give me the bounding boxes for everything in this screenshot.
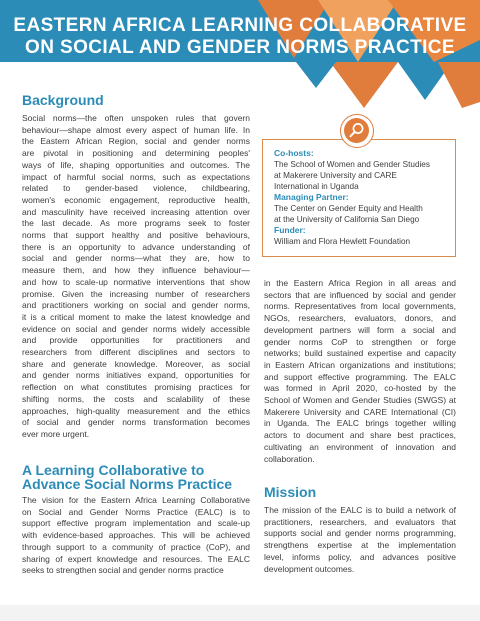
box-text-line: The Center on Gender Equity and Health: [274, 204, 423, 213]
text-line: School of Women and Gender Studies (SWGS) at: [264, 395, 456, 406]
text-line: in Eastern African organizations and institutions;: [264, 359, 456, 370]
text-line: impact of harmful social norms, such as expectations: [22, 171, 250, 182]
magnifier-badge: [340, 114, 374, 148]
text-line: researchers from different disciplines and sectors to: [22, 347, 250, 358]
text-line: and support effective programming. The EALC: [264, 371, 456, 382]
blue-triangle-small: [296, 62, 336, 88]
text-line: it is a critical moment to make the latest knowledge and: [22, 311, 250, 322]
page-title-line1: EASTERN AFRICA LEARNING COLLABORATIVE: [13, 15, 467, 36]
text-line: norms. Representatives from local governments,: [264, 301, 456, 312]
funder-text: [274, 236, 445, 247]
mission-heading: Mission: [264, 484, 317, 500]
text-line: strengthens expertise at the implementation: [264, 540, 456, 551]
text-line: sharing of expert knowledge and resources. The EALC: [22, 553, 250, 564]
text-line: are pivotal in positioning and determining peoples': [22, 148, 250, 159]
collaborative-heading-line2: Advance Social Norms Practice: [22, 476, 233, 492]
text-line: and provide opportunities for practitioners and: [22, 335, 250, 346]
text-line: and masculinity have received increasing attention over: [22, 206, 250, 217]
text-line: Social norms—the often unspoken rules that govern: [22, 113, 250, 123]
text-line: was formed in April 2020, co-hosted by the: [264, 383, 456, 394]
text-line: The vision for the Eastern Africa Learning Collaborative: [22, 495, 250, 505]
collaborative-heading-line1: A Learning Collaborative to: [22, 462, 205, 478]
text-line: norms that support healthy and positive behaviours,: [22, 230, 250, 241]
text-line: gender norms CoP to strengthen or forge: [264, 336, 456, 347]
box-text-line: at the University of California San Diego: [274, 215, 420, 224]
page-title-line2: ON SOCIAL AND GENDER NORMS PRACTICE: [25, 37, 455, 58]
text-line: the Eastern African Region, social and gender norms: [22, 136, 250, 147]
text-line: seeks to strengthen social and gender norms practice: [22, 565, 224, 576]
text-line: sectors that are influenced by social and gender: [264, 289, 456, 300]
partners-box: [262, 139, 456, 257]
text-line: promise. Given the increasing number of researchers: [22, 288, 250, 299]
text-line: actors to document and share best practices,: [264, 430, 456, 441]
text-line: practitioners, researchers, and evaluators that: [264, 516, 456, 527]
text-line: on Social and Gender Norms Practice (EALC) is to: [22, 506, 250, 517]
background-paragraph: [22, 113, 250, 441]
text-line: approaches, high-quality measurement and the ethics: [22, 405, 250, 416]
text-line: collaboration.: [264, 453, 315, 464]
text-line: with evidence-based approaches. This will be achieved: [22, 530, 250, 541]
box-text-line: International in Uganda: [274, 182, 359, 191]
magnifier-icon: [348, 121, 366, 139]
text-line: behaviour—shape almost every aspect of human life. In: [22, 124, 250, 135]
text-line: related to gender-based violence, childbearing,: [22, 183, 250, 194]
text-line: NGOs, researchers, evaluators, donors, and: [264, 313, 456, 324]
managing-partner-text: [274, 203, 445, 225]
text-line: through support to a community of practice (CoP), and: [22, 541, 250, 552]
collaborative-continued-paragraph: [264, 278, 456, 465]
text-line: measure them, and how they influence behaviour—: [22, 265, 250, 276]
box-text-line: at Makerere University and CARE: [274, 171, 397, 180]
text-line: of social and gender norms transformation becomes: [22, 417, 250, 428]
managing-partner-label: Managing Partner:: [274, 192, 349, 202]
mission-paragraph: [264, 505, 456, 575]
funder-label: Funder:: [274, 225, 306, 235]
text-line: supports social and gender norms programming,: [264, 528, 456, 539]
collaborative-paragraph: [22, 495, 250, 577]
text-line: support effective program implementation and scale-up: [22, 518, 250, 529]
text-line: the last decade. As more programs seek to foster: [22, 218, 250, 229]
text-line: The mission of the EALC is to build a network of: [264, 505, 456, 515]
text-line: reflection on what constitutes promising practices for: [22, 382, 250, 393]
text-line: social and gender norms—what they are, how to: [22, 253, 250, 264]
text-line: and gender norms initiatives expand, opportunities for: [22, 370, 250, 381]
box-text-line: William and Flora Hewlett Foundation: [274, 237, 411, 246]
text-line: networks; build sustained expertise and capacity: [264, 348, 456, 359]
text-line: shifting norms, the costs and scalability of these: [22, 393, 250, 404]
text-line: share and generate knowledge. Moreover, as social: [22, 358, 250, 369]
text-line: cultivating an environment of innovation and: [264, 441, 456, 452]
text-line: and practitioners working on social and gender norms,: [22, 300, 250, 311]
text-line: development outcomes.: [264, 563, 355, 574]
text-line: there is an opportunity to advance understanding of: [22, 241, 250, 252]
orange-triangle-drop-2: [438, 62, 480, 108]
box-text-line: The School of Women and Gender Studies: [274, 160, 430, 169]
background-heading: Background: [22, 92, 104, 108]
text-line: development partners will form a social and: [264, 324, 456, 335]
page-footer-band: [0, 605, 480, 621]
text-line: and how to scale-up normative interventions that show: [22, 276, 250, 287]
text-line: in the Eastern Africa Region in all areas and: [264, 278, 456, 288]
orange-triangle-drop-1: [330, 62, 398, 108]
cohosts-label: Co-hosts:: [274, 148, 314, 158]
cohosts-text: [274, 159, 445, 192]
text-line: evidence on social and gender norms widely accessible: [22, 323, 250, 334]
text-line: women's economic engagement, reproductive health,: [22, 194, 250, 205]
text-line: in Uganda. The EALC brings together willing: [264, 418, 456, 429]
text-line: Makerere University and CARE International (CI): [264, 406, 456, 417]
text-line: level, informs policy, and advances positive: [264, 551, 456, 562]
text-line: ways of life, shaping opportunities and outcomes. The: [22, 159, 250, 170]
text-line: ever more urgent.: [22, 428, 90, 439]
